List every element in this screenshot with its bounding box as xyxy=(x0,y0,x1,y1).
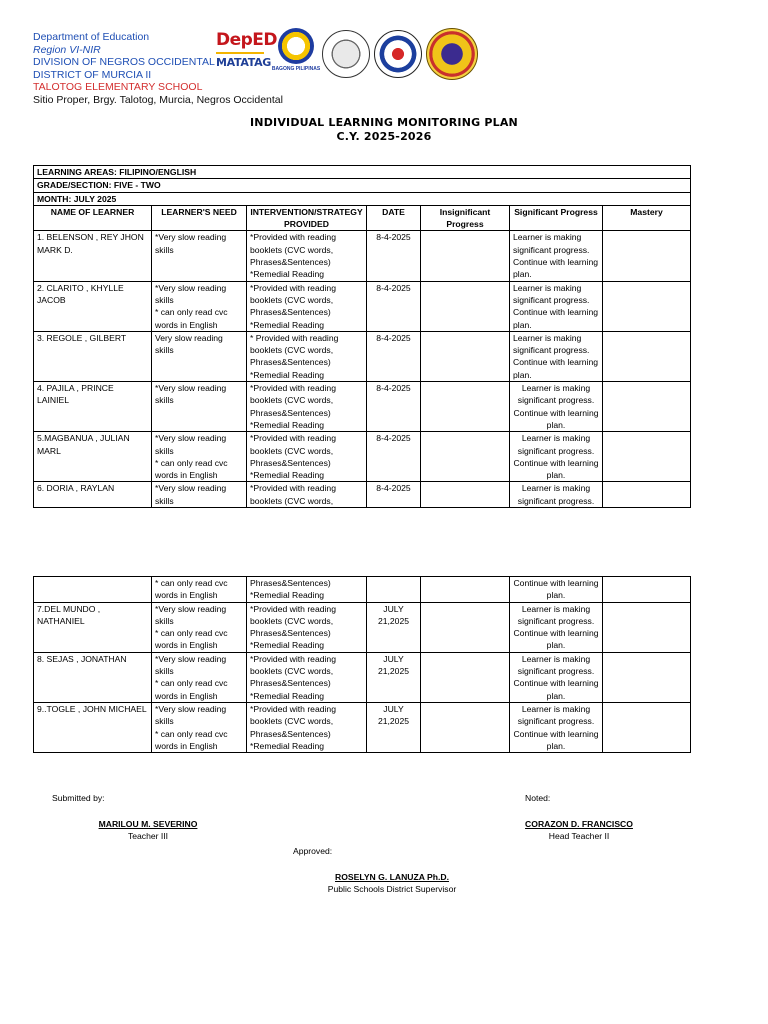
insignificant-progress-cell xyxy=(421,331,510,381)
learner-need-cell-line: *Very slow reading skills xyxy=(155,483,227,506)
learner-name-cell: 5.MAGBANUA , JULIAN MARL xyxy=(34,432,152,482)
intervention-cell xyxy=(247,602,367,652)
insignificant-progress-cell xyxy=(421,602,510,652)
noted-signatory xyxy=(518,818,640,842)
table-row xyxy=(34,382,691,432)
month: MONTH: JULY 2025 xyxy=(34,192,691,205)
learner-need-cell-line: *Very slow reading skills xyxy=(155,433,227,456)
mastery-cell xyxy=(603,577,691,603)
date-cell: 8-4-2025 xyxy=(367,482,421,508)
intervention-cell xyxy=(247,281,367,331)
significant-progress-cell: Learner is making significant progress. Continue with learning plan. xyxy=(510,652,603,702)
column-header: Mastery xyxy=(603,205,691,231)
mastery-cell xyxy=(603,702,691,752)
intervention-cell xyxy=(247,702,367,752)
learner-need-cell xyxy=(152,382,247,432)
learner-need-cell-line: * can only read cvc words in English xyxy=(155,628,228,651)
monitoring-table xyxy=(33,165,691,508)
mastery-cell xyxy=(603,331,691,381)
learner-need-cell-line: *Very slow reading skills xyxy=(155,282,227,305)
intervention-cell-line: *Provided with reading booklets (CVC words, Phrases&Sentences) xyxy=(250,232,336,268)
mastery-cell xyxy=(603,281,691,331)
noted-name: CORAZON D. FRANCISCO xyxy=(525,819,633,829)
approved-name: ROSELYN G. LANUZA Ph.D. xyxy=(335,872,449,882)
grade-section: GRADE/SECTION: FIVE - TWO xyxy=(34,179,691,192)
table-row xyxy=(34,432,691,482)
intervention-cell-line: *Provided with reading booklets (CVC words, xyxy=(250,483,336,506)
learner-need-cell-line: Very slow reading skills xyxy=(155,332,223,356)
significant-progress-cell: Learner is making significant progress. Continue with learning plan. xyxy=(510,382,603,432)
date-cell: 8-4-2025 xyxy=(367,231,421,281)
school-name: TALOTOG ELEMENTARY SCHOOL xyxy=(33,81,203,94)
learner-need-cell xyxy=(152,331,247,381)
table-row xyxy=(34,482,691,508)
learner-need-cell-line: * can only read cvc words in English xyxy=(155,578,228,601)
approved-signatory xyxy=(300,871,484,895)
intervention-cell-line: *Remedial Reading xyxy=(250,640,325,651)
monitoring-table-continued xyxy=(33,576,691,753)
deped-matatag-logo: DepED MATATAG xyxy=(216,30,278,69)
significant-progress-cell: Learner is making significant progress. Continue with learning plan. xyxy=(510,281,603,331)
column-header: Significant Progress xyxy=(510,205,603,231)
table-row xyxy=(34,577,691,603)
intervention-cell-line: *Provided with reading booklets (CVC words, Phrases&Sentences) xyxy=(250,282,336,318)
table-row xyxy=(34,702,691,752)
district-seal-icon xyxy=(374,30,422,78)
learner-name-cell: 1. BELENSON , REY JHON MARK D. xyxy=(34,231,152,281)
learner-name-cell: 4. PAJILA , PRINCE LAINIEL xyxy=(34,382,152,432)
significant-progress-cell: Learner is making significant progress. xyxy=(510,482,603,508)
learner-need-cell-line: *Very slow reading skills xyxy=(155,603,227,626)
noted-label: Noted: xyxy=(525,793,551,803)
learner-name-cell xyxy=(34,577,152,603)
bagong-pilipinas-logo: BAGONG PILIPINAS xyxy=(274,28,318,80)
intervention-cell xyxy=(247,231,367,281)
date-cell xyxy=(367,577,421,603)
intervention-cell xyxy=(247,652,367,702)
logo-strip xyxy=(214,28,478,80)
intervention-cell xyxy=(247,331,367,381)
intervention-cell-line: *Provided with reading booklets (CVC words, Phrases&Sentences) xyxy=(250,703,336,739)
table-header-row xyxy=(34,205,691,231)
learner-need-cell-line: *Very slow reading skills xyxy=(155,653,227,677)
learner-need-cell-line: *Very slow reading skills xyxy=(155,703,227,727)
document-title: INDIVIDUAL LEARNING MONITORING PLAN xyxy=(250,116,518,129)
submitted-name: MARILOU M. SEVERINO xyxy=(98,819,198,829)
insignificant-progress-cell xyxy=(421,577,510,603)
column-header: NAME OF LEARNER xyxy=(34,205,152,231)
learner-need-cell xyxy=(152,231,247,281)
insignificant-progress-cell xyxy=(421,482,510,508)
date-cell: JULY 21,2025 xyxy=(367,652,421,702)
learner-need-cell xyxy=(152,577,247,603)
column-header: Insignificant Progress xyxy=(421,205,510,231)
intervention-cell-line: * Provided with reading booklets (CVC words, Phrases&Sentences) xyxy=(250,332,339,368)
submitted-title: Teacher III xyxy=(127,831,169,841)
mastery-cell xyxy=(603,231,691,281)
insignificant-progress-cell xyxy=(421,382,510,432)
table-row xyxy=(34,331,691,381)
insignificant-progress-cell xyxy=(421,652,510,702)
learner-need-cell xyxy=(152,281,247,331)
significant-progress-cell: Continue with learning plan. xyxy=(510,577,603,603)
learner-need-cell-line: * can only read cvc words in English xyxy=(155,678,228,701)
intervention-cell xyxy=(247,432,367,482)
intervention-cell-line: *Provided with reading booklets (CVC words, Phrases&Sentences) xyxy=(250,653,336,689)
school-year: C.Y. 2025-2026 xyxy=(336,130,432,143)
date-cell: 8-4-2025 xyxy=(367,281,421,331)
significant-progress-cell: Learner is making significant progress. Continue with learning plan. xyxy=(510,331,603,381)
intervention-cell-line: *Provided with reading booklets (CVC words, Phrases&Sentences) xyxy=(250,603,336,639)
school-address: Sitio Proper, Brgy. Talotog, Murcia, Negros Occidental xyxy=(33,93,283,106)
intervention-cell-line: *Remedial Reading xyxy=(250,590,325,601)
mastery-cell xyxy=(603,652,691,702)
insignificant-progress-cell xyxy=(421,281,510,331)
learner-need-cell-line: *Very slow reading skills xyxy=(155,383,227,406)
intervention-cell-line: *Provided with reading booklets (CVC words, Phrases&Sentences) xyxy=(250,433,336,468)
mastery-cell xyxy=(603,482,691,508)
intervention-cell-line: *Provided with reading booklets (CVC words, Phrases&Sentences) xyxy=(250,383,336,418)
date-cell: 8-4-2025 xyxy=(367,331,421,381)
learner-need-cell xyxy=(152,702,247,752)
learner-need-cell-line: * can only read cvc words in English xyxy=(155,728,228,751)
significant-progress-cell: Learner is making significant progress. Continue with learning plan. xyxy=(510,702,603,752)
intervention-cell-line: *Remedial Reading xyxy=(250,740,325,751)
approved-label: Approved: xyxy=(293,846,333,856)
learner-need-cell xyxy=(152,602,247,652)
table-row xyxy=(34,231,691,281)
learner-name-cell: 8. SEJAS , JONATHAN xyxy=(34,652,152,702)
significant-progress-cell: Learner is making significant progress. Continue with learning plan. xyxy=(510,231,603,281)
learner-name-cell: 9..TOGLE , JOHN MICHAEL xyxy=(34,702,152,752)
intervention-cell-line: *Remedial Reading xyxy=(250,269,325,280)
intervention-cell-line: *Remedial Reading xyxy=(250,419,325,430)
submitted-by-label: Submitted by: xyxy=(52,793,105,803)
significant-progress-cell: Learner is making significant progress. Continue with learning plan. xyxy=(510,432,603,482)
insignificant-progress-cell xyxy=(421,432,510,482)
region-name: Region VI-NIR xyxy=(33,43,101,56)
learner-need-cell xyxy=(152,652,247,702)
intervention-cell-line: Phrases&Sentences) xyxy=(250,578,331,588)
intervention-cell xyxy=(247,382,367,432)
learner-need-cell xyxy=(152,432,247,482)
date-cell: 8-4-2025 xyxy=(367,382,421,432)
school-seal-icon xyxy=(426,28,478,80)
insignificant-progress-cell xyxy=(421,702,510,752)
noted-title: Head Teacher II xyxy=(548,831,610,841)
intervention-cell-line: *Remedial Reading xyxy=(250,369,325,380)
column-header: LEARNER'S NEED xyxy=(152,205,247,231)
approved-title: Public Schools District Supervisor xyxy=(327,884,457,894)
date-cell: 8-4-2025 xyxy=(367,432,421,482)
mastery-cell xyxy=(603,432,691,482)
learner-need-cell xyxy=(152,482,247,508)
insignificant-progress-cell xyxy=(421,231,510,281)
learner-need-cell-line: * can only read cvc words in English xyxy=(155,307,228,330)
intervention-cell xyxy=(247,482,367,508)
date-cell: JULY 21,2025 xyxy=(367,602,421,652)
learner-name-cell: 6. DORIA , RAYLAN xyxy=(34,482,152,508)
table-row xyxy=(34,602,691,652)
intervention-cell xyxy=(247,577,367,603)
learner-name-cell: 3. REGOLE , GILBERT xyxy=(34,331,152,381)
division-name: DIVISION OF NEGROS OCCIDENTAL xyxy=(33,56,215,69)
table-row xyxy=(34,652,691,702)
column-header: INTERVENTION/STRATEGY PROVIDED xyxy=(247,205,367,231)
division-seal-icon xyxy=(322,30,370,78)
learning-areas: LEARNING AREAS: FILIPINO/ENGLISH xyxy=(34,166,691,179)
significant-progress-cell: Learner is making significant progress. Continue with learning plan. xyxy=(510,602,603,652)
learner-name-cell: 2. CLARITO , KHYLLE JACOB xyxy=(34,281,152,331)
intervention-cell-line: *Remedial Reading xyxy=(250,470,325,481)
intervention-cell-line: *Remedial Reading xyxy=(250,319,325,330)
column-header: DATE xyxy=(367,205,421,231)
intervention-cell-line: *Remedial Reading xyxy=(250,690,325,701)
learner-need-cell-line: * can only read cvc words in English xyxy=(155,457,228,481)
learner-name-cell: 7.DEL MUNDO , NATHANIEL xyxy=(34,602,152,652)
district-name: DISTRICT OF MURCIA II xyxy=(33,68,152,81)
mastery-cell xyxy=(603,382,691,432)
table-row xyxy=(34,281,691,331)
learner-need-cell-line: *Very slow reading skills xyxy=(155,232,227,255)
department-name: Department of Education xyxy=(33,31,150,43)
mastery-cell xyxy=(603,602,691,652)
submitted-by-signatory xyxy=(86,818,210,842)
date-cell: JULY 21,2025 xyxy=(367,702,421,752)
